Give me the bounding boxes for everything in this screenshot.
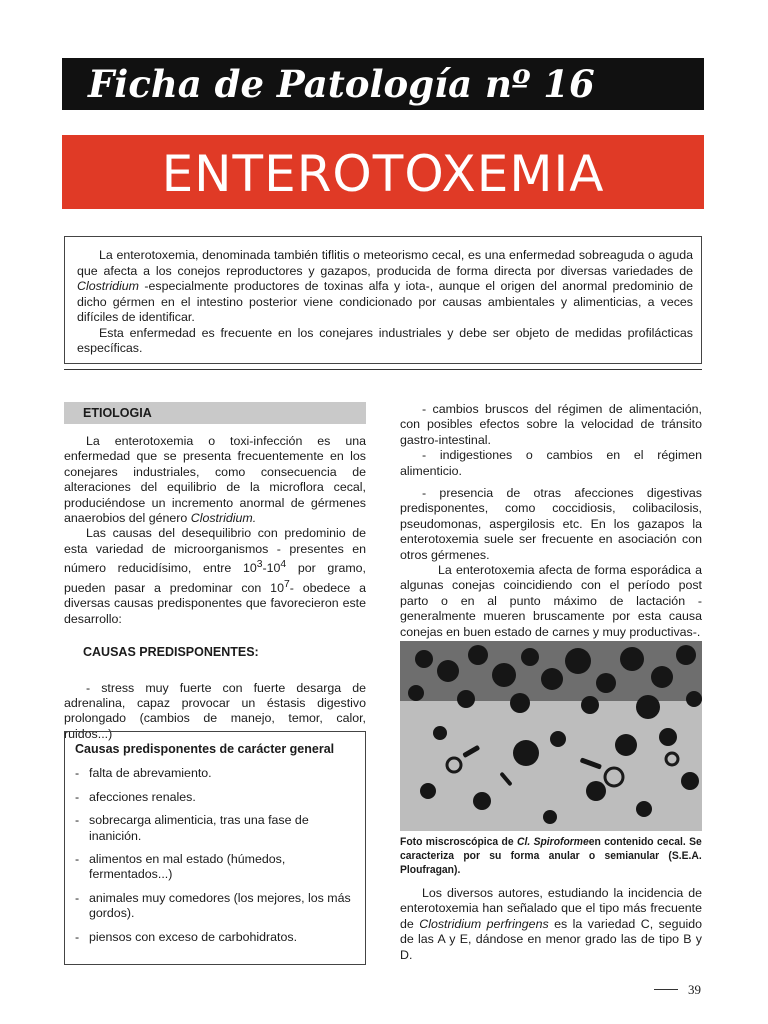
list-item: - afecciones renales. [75, 790, 357, 805]
list-item: - piensos con exceso de carbohidratos. [75, 930, 357, 945]
photo-caption: Foto miscroscópica de Cl. Spiroformeen contenido cecal. Se caracteriza por su forma anular o semianular (S.E.A. Ploufragan). [400, 836, 702, 877]
general-causes-title: Causas predisponentes de carácter general [75, 742, 335, 756]
general-causes-list [75, 766, 357, 945]
microscope-photo [400, 641, 702, 831]
right-paragraph-1: - cambios bruscos del régimen de alimentación, con posibles efectos sobre la velocidad de tránsito gastro-intestinal. [400, 402, 702, 447]
divider [64, 369, 702, 370]
closing-paragraph: Los diversos autores, estudiando la incidencia de enterotoxemia han señalado que el tipo más frecuente de Clostridium perfringens es la variedad C, seguido de las A y E, dándose en menor grado las de tipo B y D. [400, 886, 702, 962]
right-column [400, 402, 702, 640]
right-paragraph-3: - presencia de otras afecciones digestivas predisponentes, como coccidiosis, colibacilosis, pseudomonas, aspergilosis etc. En los gazapos la enterotoxemia suele ser frecuente en asociación con otros gérmenes. [400, 486, 702, 562]
article-title-bar [62, 135, 704, 209]
etiologia-paragraph-3: - stress muy fuerte con fuerte desarga de adrenalina, capaz provocar un éstasis digestivo prolongado (cambios de manejo, temor, calor, ruidos...) [64, 680, 366, 741]
etiologia-paragraph-1: La enterotoxemia o toxi-infección es una enfermedad que se presenta frecuentemente en los conejares industriales, como consecuencia de alteraciones del equilibrio de la microflora cecal, produciéndose un incremento anormal de gérmenes anaerobios del género Clostridium. [64, 434, 366, 526]
series-title: Ficha de Patología nº 16 [88, 62, 595, 106]
page-number-rule [654, 989, 678, 990]
general-causes-box [64, 731, 366, 965]
intro-paragraph-1: La enterotoxemia, denominada también tiflitis o meteorismo cecal, es una enfermedad sobreaguda o aguda que afecta a los conejos reproductores y gazapos, producida de forma directa por diversas variedades de Clostridium -especialmente productores de toxinas alfa y iota-, aunque el origen del anormal predominio de dicho gérmen en el intestino posterior viene condicionado por causas ambientales y alimenticias, a veces difíciles de identificar. [77, 248, 693, 324]
causes-heading: CAUSAS PREDISPONENTES: [83, 645, 259, 660]
series-title-bar [62, 58, 704, 110]
list-item: - sobrecarga alimenticia, tras una fase de inanición. [75, 813, 357, 844]
section-heading-etiologia: ETIOLOGIA [64, 402, 366, 424]
list-item: - animales muy comedores (los mejores, los más gordos). [75, 891, 357, 922]
microscope-photo-image [400, 641, 702, 831]
right-paragraph-2: - indigestiones o cambios en el régimen alimenticio. [400, 448, 702, 478]
article-title: ENTEROTOXEMIA [161, 145, 605, 203]
intro-paragraph-2: Esta enfermedad es frecuente en los conejares industriales y debe ser objeto de medidas profilácticas específicas. [77, 325, 693, 355]
list-item: - falta de abrevamiento. [75, 766, 357, 781]
etiologia-paragraph-2: Las causas del desequilibrio con predominio de esta variedad de microorganismos - presentes en número reducidísimo, entre $10^3-10^4$ por gramo, pueden pasar a predominar con $10^7-$ obedece a diversas causas predisponentes que favorecieron este desarrollo: [64, 526, 366, 626]
left-column [64, 434, 366, 742]
page-number: 39 [688, 982, 701, 997]
intro-box [64, 236, 702, 364]
list-item: - alimentos en mal estado (húmedos, fermentados...) [75, 852, 357, 883]
right-paragraph-4: La enterotoxemia afecta de forma esporádica a algunas conejas coincidiendo con el período post parto o en al punto máximo de lactación -generalmente mueren bruscamente por esta causa conejas en buen estado de carnes y muy productivas-. [400, 563, 702, 639]
